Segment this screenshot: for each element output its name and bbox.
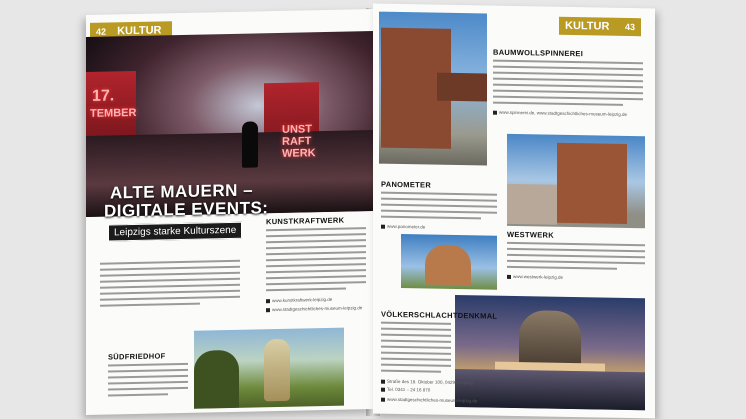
- left-page: [86, 9, 373, 415]
- monument-reflection-pool: [455, 369, 645, 410]
- hero-silhouette-person: [242, 121, 258, 167]
- statue-figure: [264, 339, 290, 402]
- stadtmuseum-url-text: www.stadtgeschichtliches-museum-leipzig.de: [272, 305, 363, 313]
- phone-bullet-icon: [381, 387, 385, 391]
- voelkerschlachtdenkmal-text-block: [373, 4, 655, 9]
- section-label-right: KULTUR: [565, 19, 610, 33]
- intro-text-block: [86, 9, 373, 15]
- westwerk-text-block: [373, 4, 655, 9]
- address-line2: Tel. 0341 – 24 16 870: [387, 386, 431, 393]
- photo-suedfriedhof-statue: [194, 328, 344, 409]
- suedfriedhof-text-block: [86, 9, 373, 15]
- westwerk-url-text: www.westwerk-leipzig.de: [513, 273, 564, 280]
- hero-neon-word2: UNST: [282, 123, 312, 136]
- section-ribbon-right: [559, 17, 641, 36]
- url-bullet-icon: [381, 224, 385, 228]
- panometer-gasometer: [425, 244, 471, 285]
- url-bullet-icon: [381, 397, 385, 401]
- monument-dome: [519, 310, 581, 367]
- photo-panometer: [401, 234, 497, 290]
- voelkerschlachtdenkmal-heading: VÖLKERSCHLACHTDENKMAL: [381, 309, 498, 321]
- suedfriedhof-heading: SÜDFRIEDHOF: [108, 351, 166, 362]
- hero-neon-number: 17.: [92, 87, 115, 105]
- voelkerschlachtdenkmal-url[interactable]: [381, 397, 477, 404]
- url-bullet-icon: [266, 308, 270, 312]
- westwerk-building: [557, 143, 627, 224]
- address-line1: Straße des 18. Oktober 100, 04299 Leipzig: [387, 378, 474, 386]
- baumwollspinnerei-heading: BAUMWOLLSPINNEREI: [493, 47, 584, 59]
- westwerk-url[interactable]: [507, 274, 563, 280]
- hero-neon-word4: WERK: [282, 147, 316, 160]
- westwerk-heading: WESTWERK: [507, 229, 554, 240]
- address-bullet-icon: [381, 379, 385, 383]
- url-bullet-icon: [493, 110, 497, 114]
- kunstkraftwerk-url[interactable]: [266, 297, 332, 303]
- hero-neon-word3: RAFT: [282, 135, 312, 148]
- subline: Leipzigs starke Kulturszene: [108, 222, 242, 242]
- headline-line2: DIGITALE EVENTS:: [104, 198, 269, 221]
- section-label-left: KULTUR: [117, 24, 162, 38]
- voelkerschlachtdenkmal-url-text: www.stadtgeschichtliches-museum-leipzig.de: [387, 396, 478, 404]
- voelkerschlachtdenkmal-phone: [381, 387, 430, 393]
- panometer-url[interactable]: [381, 224, 425, 230]
- kunstkraftwerk-text-block: [86, 9, 373, 15]
- url-bullet-icon: [507, 275, 511, 279]
- spinnerei-bridge: [437, 73, 487, 102]
- page-number-right: 43: [624, 21, 635, 33]
- baumwollspinnerei-url[interactable]: [493, 110, 627, 117]
- voelkerschlachtdenkmal-address: [381, 379, 473, 386]
- statue-tree: [194, 350, 239, 409]
- panometer-heading: PANOMETER: [381, 179, 432, 190]
- westwerk-lowbuilding: [507, 184, 557, 225]
- right-page: [373, 4, 655, 419]
- baumwollspinnerei-text-block: [373, 4, 655, 9]
- photo-westwerk: [507, 134, 645, 228]
- url-bullet-icon: [266, 299, 270, 303]
- panometer-text-block: [373, 4, 655, 9]
- photo-baumwollspinnerei: [379, 12, 487, 166]
- kunstkraftwerk-url-text: www.kunstkraftwerk-leipzig.de: [272, 296, 333, 304]
- baumwollspinnerei-url-text: www.spinnerei.de, www.stadtgeschichtliches-museum-leipzig.de: [499, 109, 628, 117]
- kunstkraftwerk-heading: KUNSTKRAFTWERK: [266, 215, 345, 227]
- headline-line1: ALTE MAUERN –: [110, 180, 254, 203]
- hero-neon-word1: TEMBER: [90, 106, 137, 120]
- stadtmuseum-url[interactable]: [266, 305, 362, 312]
- panometer-url-text: www.panometer.de: [387, 223, 426, 230]
- page-number-left: 42: [96, 26, 107, 37]
